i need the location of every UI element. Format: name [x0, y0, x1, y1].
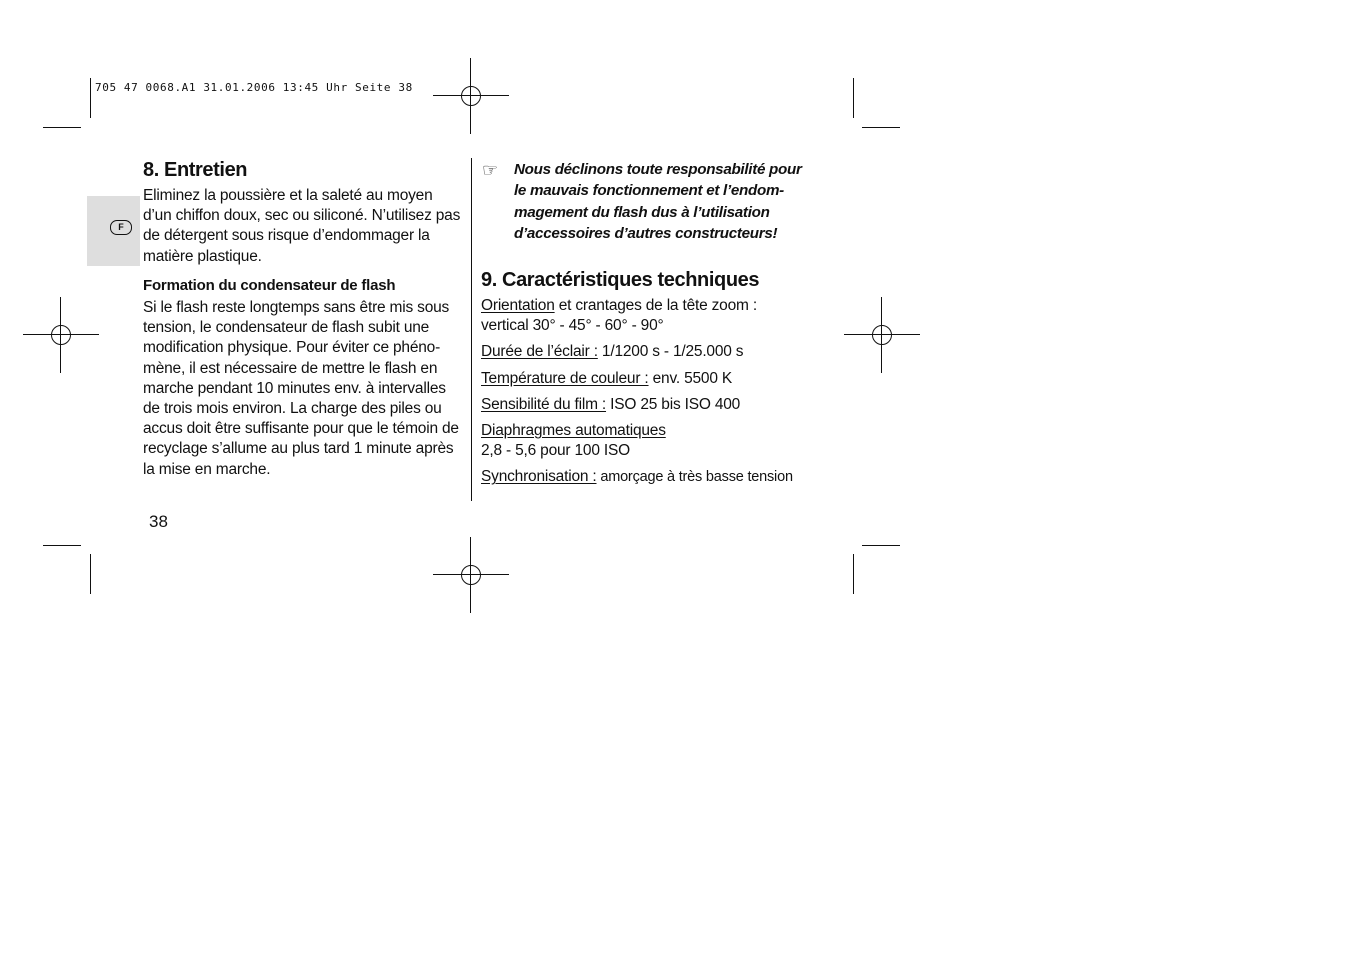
- left-column: [143, 158, 461, 480]
- spec-value: amorçage à très basse tension: [596, 469, 793, 486]
- spec-value: et crantages de la tête zoom :: [554, 297, 757, 314]
- spec-item: [481, 467, 821, 487]
- crop-mark: [90, 554, 91, 594]
- spec-value: 1/1200 s - 1/25.000 s: [597, 343, 744, 361]
- spec-label: Orientation: [481, 297, 555, 314]
- language-tab: [87, 196, 140, 266]
- crop-mark: [90, 78, 91, 118]
- spec-label: Diaphragmes automatiques: [481, 422, 666, 440]
- registration-mark-icon: [23, 297, 99, 373]
- column-divider: [471, 158, 472, 501]
- crop-mark: [43, 127, 81, 128]
- crop-mark: [853, 78, 854, 118]
- registration-mark-icon: [433, 537, 509, 613]
- page-number: 38: [149, 512, 168, 531]
- spec-extra: 2,8 - 5,6 pour 100 ISO: [481, 442, 630, 460]
- crop-mark: [853, 554, 854, 594]
- language-badge: F: [110, 220, 132, 235]
- registration-mark-icon: [844, 297, 920, 373]
- spec-item: [481, 342, 821, 362]
- spec-item: [481, 395, 821, 415]
- spec-item: [481, 421, 821, 461]
- crop-mark: [862, 127, 900, 128]
- body-paragraph: Si le flash reste longtemps sans être mis sous tension, le condensateur de flash subit une modification physique. Pour éviter ce phéno-mène, il est nécessaire de mettre le flash en marche pendant 10 minutes env. à intervalles de trois mois environ. La charge des piles ou accus doit être suffisante pour que le témoin de recyclage s’allume au plus tard 1 minute après la mise en marche.: [143, 299, 459, 478]
- spec-item: [481, 296, 821, 336]
- spec-label: Température de couleur :: [481, 369, 649, 387]
- intro-paragraph: Eliminez la poussière et la saleté au moyen d’un chiffon doux, sec ou siliconé. N’utilisez pas de détergent sous risque d’endommager la matière plastique.: [143, 187, 461, 265]
- spec-extra: vertical 30° - 45° - 60° - 90°: [481, 317, 664, 335]
- section-heading: 8. Entretien: [143, 159, 248, 181]
- subheading: Formation du condensateur de flash: [143, 276, 396, 294]
- crop-mark: [43, 545, 81, 546]
- pointing-hand-icon: ☞: [482, 160, 499, 180]
- right-column: [481, 268, 821, 494]
- print-slug: 705 47 0068.A1 31.01.2006 13:45 Uhr Seite 38: [95, 81, 413, 94]
- warning-note: Nous déclinons toute responsabilité pour le mauvais fonctionnement et l’endom-magement du flash dus à l’utilisation d’accessoires d’autres constructeurs!: [514, 161, 802, 242]
- spec-label: Sensibilité du film :: [481, 395, 607, 413]
- registration-mark-icon: [433, 58, 509, 134]
- spec-label: Durée de l’éclair :: [481, 343, 598, 361]
- spec-value: env. 5500 K: [648, 369, 733, 387]
- spec-item: [481, 369, 821, 389]
- spec-label: Synchronisation :: [481, 468, 597, 486]
- spec-value: ISO 25 bis ISO 400: [606, 395, 741, 413]
- section-heading: 9. Caractéristiques techniques: [481, 269, 760, 291]
- crop-mark: [862, 545, 900, 546]
